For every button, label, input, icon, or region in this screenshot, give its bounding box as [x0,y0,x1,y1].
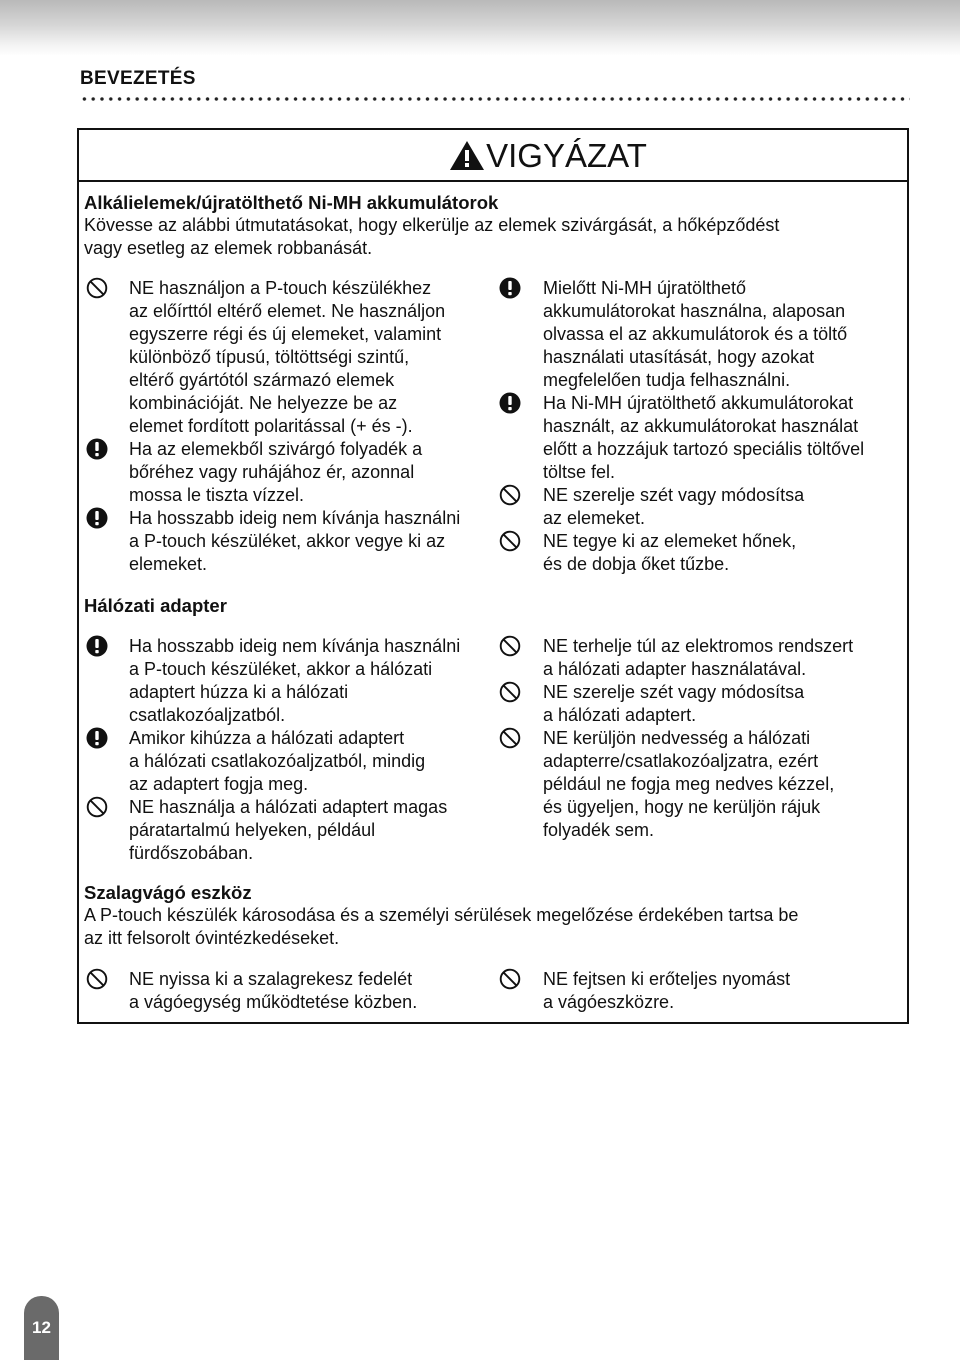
mandatory-action-icon [86,727,108,749]
mandatory-action-icon [86,635,108,657]
prohibited-icon [499,530,521,552]
caution-item-line: bőréhez vagy ruhájához ér, azonnal [129,462,415,482]
page-number-tab [24,1296,59,1360]
prohibited-icon [499,635,521,657]
dotted-divider [80,96,910,102]
caution-item-line: NE használja a hálózati adaptert magas [129,797,448,817]
cutter-intro-line: A P-touch készülék károsodása és a személyi sérülések megelőzése érdekében tartsa be [84,905,799,925]
prohibited-icon [499,681,521,703]
caution-item-line: a hálózati csatlakozóaljzatból, mindig [129,751,426,771]
prohibited-icon [499,727,521,749]
caution-item-line: a vágóeszközre. [543,992,675,1012]
caution-item-line: csatlakozóaljzatból. [129,705,286,725]
caution-item-line: megfelelően tudja felhasználni. [543,370,791,390]
caution-item-line: Ha hosszabb ideig nem kívánja használni [129,636,461,656]
caution-item-line: az elemeket. [543,508,646,528]
prohibited-icon [499,484,521,506]
prohibited-icon [499,968,521,990]
mandatory-action-icon [86,438,108,460]
mandatory-action-icon [499,277,521,299]
caution-item-line: adaptert húzza ki a hálózati [129,682,349,702]
caution-item-line: elemeket. [129,554,208,574]
caution-item-line: elemet fordított polaritással (+ és -). [129,416,413,436]
cutter-intro-line: az itt felsorolt óvintézkedéseket. [84,928,340,948]
caution-item-line: NE szerelje szét vagy módosítsa [543,682,805,702]
adapter-section-title: Hálózati adapter [84,595,227,616]
caution-item-line: NE tegye ki az elemeket hőnek, [543,531,797,551]
caution-item-line: különböző típusú, töltöttségi szintű, [129,347,410,367]
caution-item-line: az előírttól eltérő elemet. Ne használjon [129,301,446,321]
cutter-section-title: Szalagvágó eszköz [84,882,252,903]
caution-item-line: olvassa el az akkumulátorok és a töltő [543,324,848,344]
battery-intro-line: vagy esetleg az elemek robbanását. [84,238,373,258]
caution-item-line: például ne fogja meg nedves kézzel, [543,774,835,794]
section-header: BEVEZETÉS [80,68,196,89]
caution-title: VIGYÁZAT [486,136,647,174]
caution-item-line: a hálózati adapter használatával. [543,659,807,679]
caution-item-line: Ha az elemekből szivárgó folyadék a [129,439,423,459]
caution-item-line: eltérő gyártótól származó elemek [129,370,395,390]
top-gradient-band [0,0,960,56]
caution-box [77,128,909,1024]
caution-header [79,130,907,182]
caution-item-line: adapterre/csatlakozóaljzatra, ezért [543,751,819,771]
caution-item-line: mossa le tiszta vízzel. [129,485,305,505]
caution-item-line: a vágóegység működtetése közben. [129,992,418,1012]
caution-item-line: kombinációját. Ne helyezze be az [129,393,398,413]
caution-item-line: az adaptert fogja meg. [129,774,309,794]
caution-item-line: Ha hosszabb ideig nem kívánja használni [129,508,461,528]
caution-item-line: NE használjon a P-touch készülékhez [129,278,432,298]
caution-item-line: akkumulátorokat használna, alaposan [543,301,846,321]
caution-item-line: NE kerüljön nedvesség a hálózati [543,728,811,748]
battery-intro-line: Kövesse az alábbi útmutatásokat, hogy elkerülje az elemek szivárgását, a hőképződést [84,215,780,235]
caution-item-line: fürdőszobában. [129,843,254,863]
caution-item-line: NE fejtsen ki erőteljes nyomást [543,969,791,989]
caution-title-wrap [449,136,647,174]
caution-item-line: Ha Ni-MH újratölthető akkumulátorokat [543,393,854,413]
caution-item-line: és ügyeljen, hogy ne kerüljön rájuk [543,797,821,817]
prohibited-icon [86,277,108,299]
prohibited-icon [86,968,108,990]
caution-item-line: és de dobja őket tűzbe. [543,554,730,574]
caution-item-line: a P-touch készüléket, akkor vegye ki az [129,531,446,551]
page-number: 12 [32,1318,51,1337]
caution-item-line: a hálózati adaptert. [543,705,697,725]
caution-item-line: Mielőtt Ni-MH újratölthető [543,278,747,298]
mandatory-action-icon [499,392,521,414]
caution-item-line: NE nyissa ki a szalagrekesz fedelét [129,969,413,989]
caution-item-line: NE szerelje szét vagy módosítsa [543,485,805,505]
caution-item-line: a P-touch készüléket, akkor a hálózati [129,659,433,679]
caution-item-line: használati utasítását, hogy azokat [543,347,815,367]
caution-item-line: előtt a hozzájuk tartozó speciális töltővel [543,439,865,459]
caution-item-line: használt, az akkumulátorokat használat [543,416,859,436]
mandatory-action-icon [86,507,108,529]
caution-item-line: NE terhelje túl az elektromos rendszert [543,636,854,656]
caution-item-line: töltse fel. [543,462,616,482]
caution-item-line: Amikor kihúzza a hálózati adaptert [129,728,405,748]
caution-item-line: egyszerre régi és új elemeket, valamint [129,324,442,344]
battery-section-title: Alkálielemek/újratölthető Ni-MH akkumulátorok [84,192,499,213]
prohibited-icon [86,796,108,818]
caution-item-line: folyadék sem. [543,820,655,840]
caution-item-line: páratartalmú helyeken, például [129,820,376,840]
warning-triangle-icon [449,140,485,171]
